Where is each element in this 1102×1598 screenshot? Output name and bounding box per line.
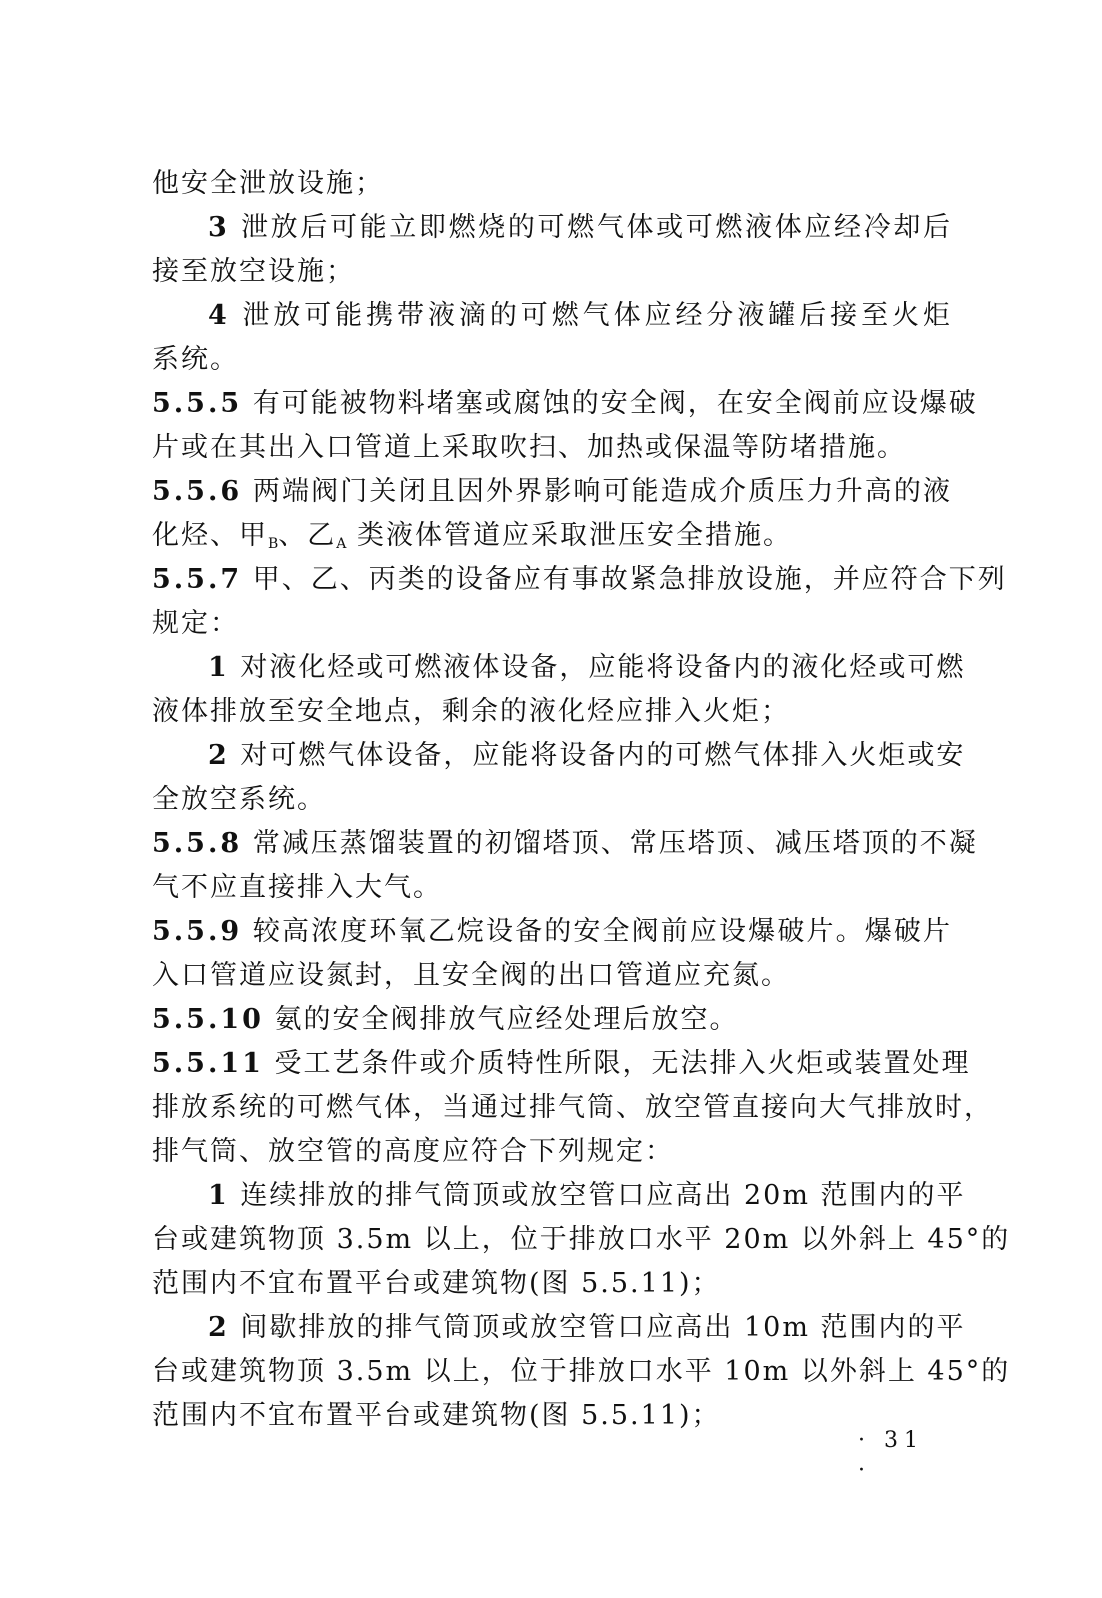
item-number: 3 bbox=[208, 212, 230, 243]
clause-number: 5.5.11 bbox=[152, 1048, 264, 1079]
paragraph-line: 范围内不宜布置平台或建筑物(图 5.5.11)； bbox=[152, 1268, 721, 1299]
item-number: 1 bbox=[208, 652, 230, 683]
paragraph-line: 排气筒、放空管的高度应符合下列规定： bbox=[152, 1136, 674, 1167]
item-text: 间歇排放的排气筒顶或放空管口应高出 10m 范围内的平 bbox=[240, 1312, 966, 1343]
paragraph-line: 台或建筑物顶 3.5m 以上，位于排放口水平 20m 以外斜上 45°的 bbox=[152, 1224, 1011, 1255]
paragraph-line: 接至放空设施； bbox=[152, 256, 355, 287]
subscript: A bbox=[336, 536, 347, 552]
text-segment: 化烃、甲 bbox=[152, 520, 268, 551]
page-number: · 31 · bbox=[858, 1428, 924, 1483]
paragraph-line: 全放空系统。 bbox=[152, 784, 326, 815]
clause-number: 5.5.10 bbox=[152, 1004, 264, 1035]
clause-line bbox=[152, 1042, 971, 1086]
clause-text: 较高浓度环氧乙烷设备的安全阀前应设爆破片。爆破片 bbox=[252, 916, 952, 947]
clause-number: 5.5.8 bbox=[152, 828, 243, 859]
clause-number: 5.5.5 bbox=[152, 388, 243, 419]
item-number: 1 bbox=[208, 1180, 230, 1211]
clause-number: 5.5.6 bbox=[152, 476, 243, 507]
clause-line bbox=[152, 558, 1007, 602]
text-segment: 、乙 bbox=[278, 520, 337, 551]
paragraph-line: 系统。 bbox=[152, 344, 239, 375]
paragraph-line: 液体排放至安全地点，剩余的液化烃应排入火炬； bbox=[152, 696, 790, 727]
paragraph-line: 台或建筑物顶 3.5m 以上，位于排放口水平 10m 以外斜上 45°的 bbox=[152, 1356, 1011, 1387]
item-number: 2 bbox=[208, 740, 230, 771]
clause-text: 有可能被物料堵塞或腐蚀的安全阀，在安全阀前应设爆破 bbox=[252, 388, 978, 419]
paragraph-line: 规定： bbox=[152, 608, 239, 639]
clause-text: 氨的安全阀排放气应经处理后放空。 bbox=[274, 1004, 739, 1035]
item-number: 4 bbox=[208, 300, 230, 331]
item-text: 泄放后可能立即燃烧的可燃气体或可燃液体应经冷却后 bbox=[241, 212, 952, 243]
list-item-line bbox=[208, 294, 952, 338]
clause-line bbox=[152, 382, 978, 426]
clause-line bbox=[152, 998, 952, 1042]
paragraph-line: 范围内不宜布置平台或建筑物(图 5.5.11)； bbox=[152, 1400, 721, 1431]
list-item-line bbox=[208, 1306, 966, 1350]
list-item-line bbox=[208, 734, 966, 778]
paragraph-line bbox=[152, 514, 952, 558]
clause-text: 常减压蒸馏装置的初馏塔顶、常压塔顶、减压塔顶的不凝 bbox=[252, 828, 978, 859]
paragraph-line: 他安全泄放设施； bbox=[152, 168, 384, 199]
clause-text: 甲、乙、丙类的设备应有事故紧急排放设施，并应符合下列 bbox=[252, 564, 1007, 595]
list-item-line bbox=[208, 206, 952, 250]
list-item-line bbox=[208, 1174, 966, 1218]
clause-number: 5.5.7 bbox=[152, 564, 243, 595]
item-text: 对液化烃或可燃液体设备，应能将设备内的液化烃或可燃 bbox=[240, 652, 966, 683]
list-item-line bbox=[208, 646, 966, 690]
item-text: 对可燃气体设备，应能将设备内的可燃气体排入火炬或安 bbox=[240, 740, 966, 771]
paragraph-line: 气不应直接排入大气。 bbox=[152, 872, 442, 903]
paragraph-line: 排放系统的可燃气体，当通过排气筒、放空管直接向大气排放时， bbox=[152, 1092, 993, 1123]
clause-line bbox=[152, 822, 978, 866]
paragraph-line: 片或在其出入口管道上采取吹扫、加热或保温等防堵措施。 bbox=[152, 432, 906, 463]
clause-line bbox=[152, 470, 952, 514]
clause-text: 两端阀门关闭且因外界影响可能造成介质压力升高的液 bbox=[252, 476, 952, 507]
clause-number: 5.5.9 bbox=[152, 916, 243, 947]
text-segment: 类液体管道应采取泄压安全措施。 bbox=[346, 520, 793, 551]
item-text: 泄放可能携带液滴的可燃气体应经分液罐后接至火炬 bbox=[242, 300, 952, 331]
item-number: 2 bbox=[208, 1312, 230, 1343]
item-text: 连续排放的排气筒顶或放空管口应高出 20m 范围内的平 bbox=[240, 1180, 966, 1211]
subscript: B bbox=[268, 536, 279, 552]
paragraph-line: 入口管道应设氮封，且安全阀的出口管道应充氮。 bbox=[152, 960, 790, 991]
clause-line bbox=[152, 910, 952, 954]
clause-text: 受工艺条件或介质特性所限，无法排入火炬或装置处理 bbox=[274, 1048, 971, 1079]
